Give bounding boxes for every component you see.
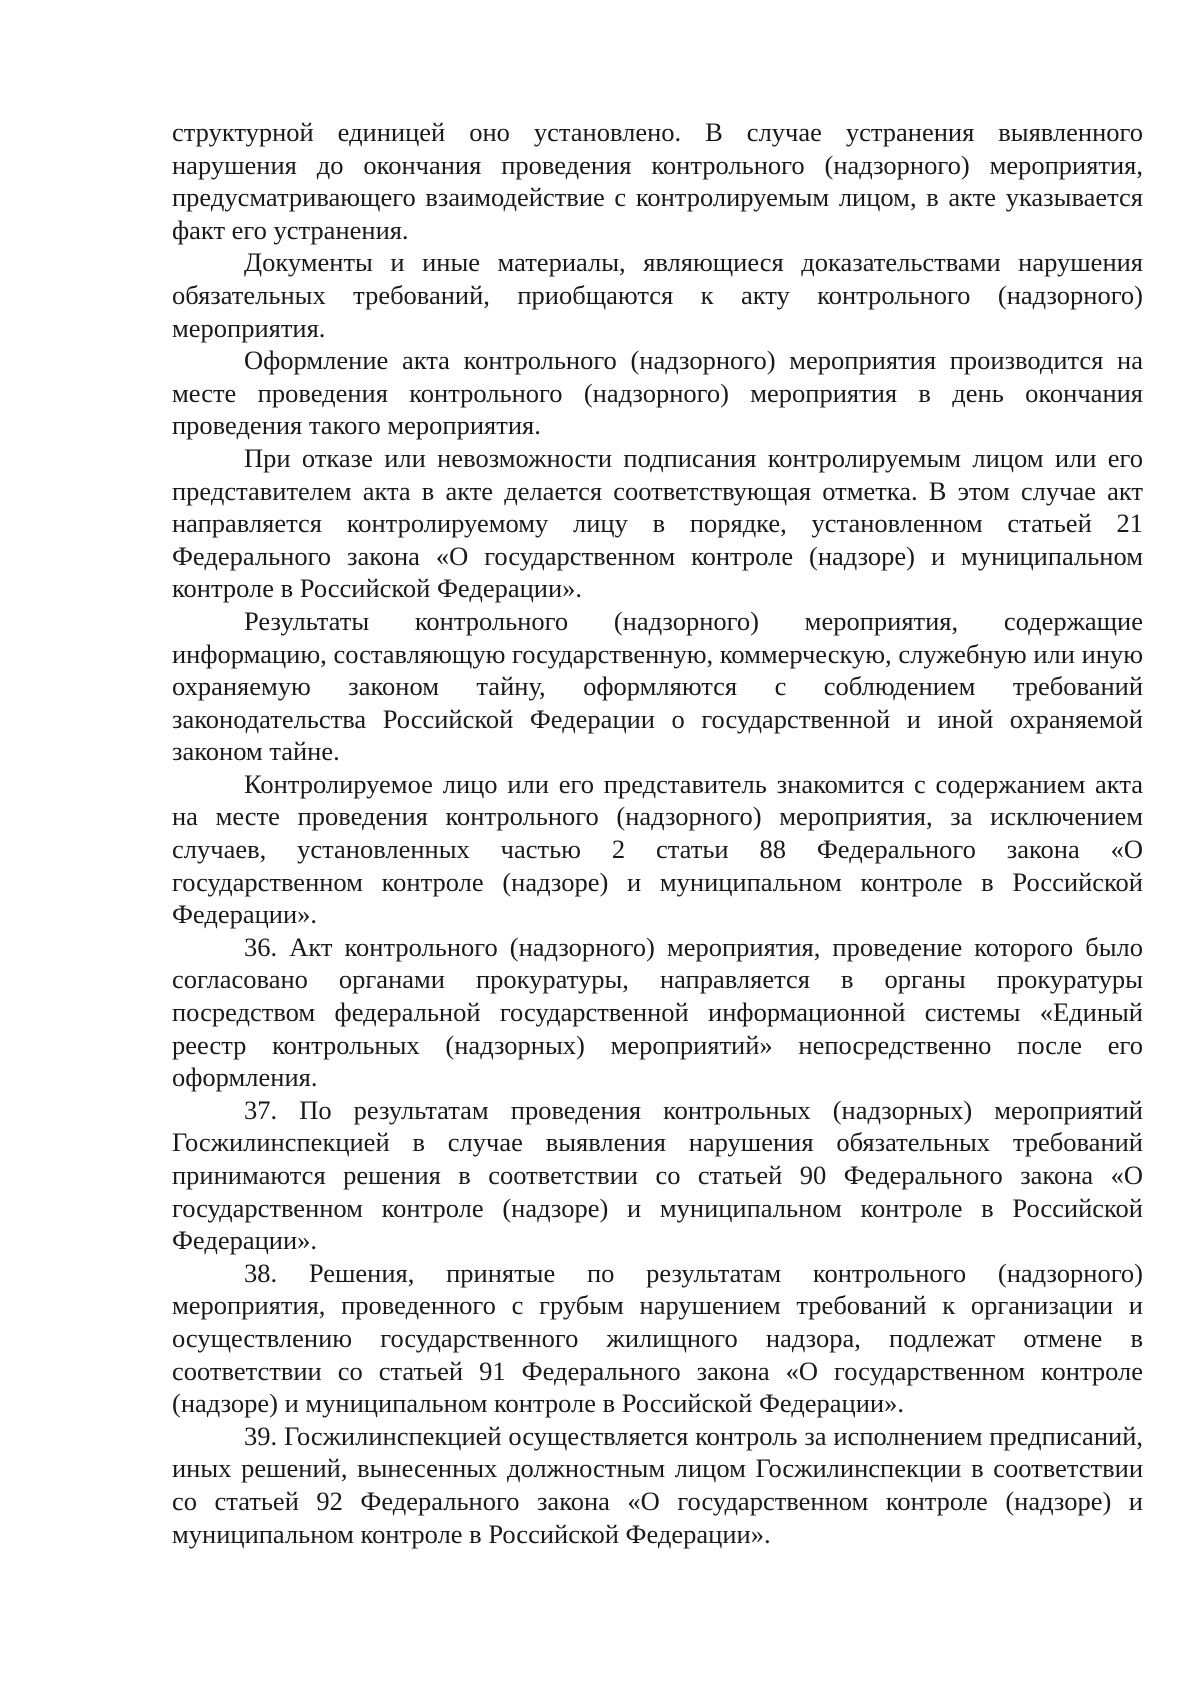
paragraph-continuation: структурной единицей оно установлено. В случае устранения выявленного нарушения до окончания проведения контрольного (надзорного) мероприятия, предусматривающего взаимодействие с контролируемым лицом, в акте указывается факт его устранения. — [172, 117, 1143, 245]
paragraph-familiarization: Контролируемое лицо или его представитель знакомится с содержанием акта на месте проведения контрольного (надзорного) мероприятия, за исключением случаев, установленных частью 2 статьи 88 Федерального закона «О государственном контроле (надзоре) и муниципальном контроле в Российской Федерации». — [172, 768, 1143, 930]
paragraph-act-registration: Оформление акта контрольного (надзорного) мероприятия производится на месте проведения контрольного (надзорного) мероприятия в день окончания проведения такого мероприятия. — [172, 345, 1143, 441]
paragraph-refusal-to-sign: При отказе или невозможности подписания контролируемым лицом или его представителем акта в акте делается соответствующая отметка. В этом случае акт направляется контролируемому лицу в порядке, установленном статьей 21 Федерального закона «О государственном контроле (надзоре) и муниципальном контроле в Российской Федерации». — [172, 442, 1143, 604]
document-body — [172, 116, 1143, 1550]
paragraph-item-37: 37. По результатам проведения контрольных (надзорных) мероприятий Госжилинспекцией в случае выявления нарушения обязательных требований принимаются решения в соответствии со статьей 90 Федерального закона «О государственном контроле (надзоре) и муниципальном контроле в Российской Федерации». — [172, 1094, 1143, 1256]
paragraph-item-39: 39. Госжилинспекцией осуществляется контроль за исполнением предписаний, иных решений, вынесенных должностным лицом Госжилинспекции в соответствии со статьей 92 Федерального закона «О государственном контроле (надзоре) и муниципальном контроле в Российской Федерации». — [172, 1420, 1143, 1549]
paragraph-item-38: 38. Решения, принятые по результатам контрольного (надзорного) мероприятия, проведенного с грубым нарушением требований к организации и осуществлению государственного жилищного надзора, подлежат отмене в соответствии со статьей 91 Федерального закона «О государственном контроле (надзоре) и муниципальном контроле в Российской Федерации». — [172, 1257, 1143, 1419]
paragraph-confidential-results: Результаты контрольного (надзорного) мероприятия, содержащие информацию, составляющую государственную, коммерческую, служебную или иную охраняемую законом тайну, оформляются с соблюдением требований законодательства Российской Федерации о государственной и иной охраняемой законом тайне. — [172, 605, 1143, 767]
paragraph-item-36: 36. Акт контрольного (надзорного) мероприятия, проведение которого было согласовано органами прокуратуры, направляется в органы прокуратуры посредством федеральной государственной информационной системы «Единый реестр контрольных (надзорных) мероприятий» непосредственно после его оформления. — [172, 931, 1143, 1093]
paragraph-evidence-documents: Документы и иные материалы, являющиеся доказательствами нарушения обязательных требований, приобщаются к акту контрольного (надзорного) мероприятия. — [172, 247, 1143, 343]
